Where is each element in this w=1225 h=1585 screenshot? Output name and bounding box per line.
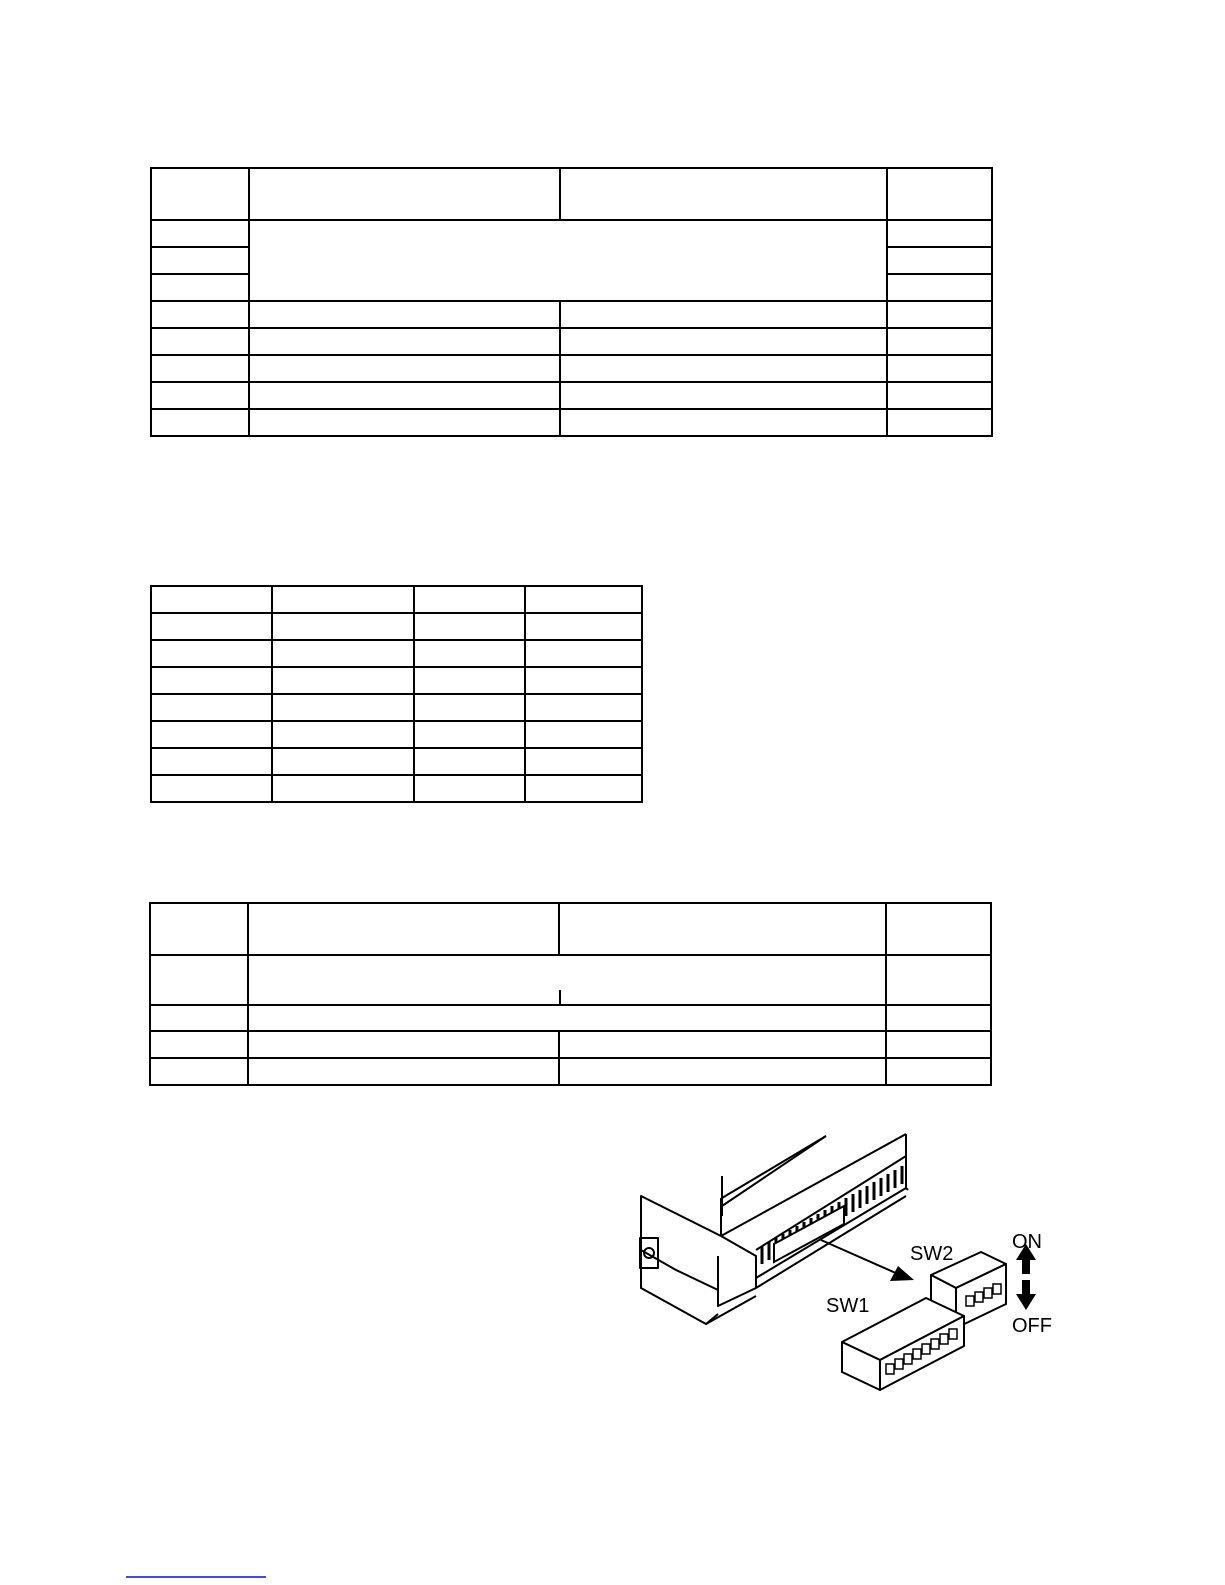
table-row <box>151 613 642 640</box>
footer-rule <box>126 1576 266 1578</box>
table-cell <box>525 748 642 775</box>
table-cell <box>414 613 525 640</box>
table-cell <box>151 382 249 409</box>
table-cell <box>272 667 414 694</box>
table-row <box>151 640 642 667</box>
table-row <box>151 748 642 775</box>
table-cell <box>248 1058 559 1085</box>
switch-table-3 <box>149 902 992 1086</box>
table-cell <box>272 640 414 667</box>
table-cell <box>887 247 992 274</box>
table-cell <box>249 168 560 220</box>
dip-switch-diagram <box>626 1128 1066 1394</box>
table-cell <box>151 168 249 220</box>
table-cell <box>887 382 992 409</box>
table-cell <box>249 328 560 355</box>
pointer-arrow-head <box>890 1266 914 1281</box>
table-row <box>151 409 992 436</box>
table-cell <box>249 382 560 409</box>
table-cell <box>887 220 992 247</box>
table-header-row <box>150 903 991 955</box>
table-cell <box>151 667 272 694</box>
table-cell <box>150 955 248 1005</box>
table-cell <box>249 409 560 436</box>
table-cell <box>886 1058 991 1085</box>
table-cell <box>248 903 559 955</box>
table-row <box>151 721 642 748</box>
table-cell <box>151 409 249 436</box>
table-cell <box>886 1005 991 1031</box>
switch-table-2 <box>150 585 643 803</box>
table-cell <box>559 903 886 955</box>
table-cell <box>887 274 992 301</box>
table-cell <box>560 301 887 328</box>
table-cell <box>886 1031 991 1058</box>
table-row <box>151 355 992 382</box>
switch-table-1 <box>150 167 993 437</box>
table-cell <box>151 640 272 667</box>
table-cell <box>150 1031 248 1058</box>
table-cell <box>151 748 272 775</box>
table-cell <box>151 613 272 640</box>
table-cell <box>560 168 887 220</box>
table-row <box>151 382 992 409</box>
sw2-label: SW2 <box>910 1243 954 1265</box>
table-cell <box>887 409 992 436</box>
table-cell <box>559 1031 886 1058</box>
table-cell <box>151 775 272 802</box>
on-label: ON <box>1012 1231 1042 1253</box>
table-cell <box>414 775 525 802</box>
table-cell <box>525 613 642 640</box>
table-cell <box>559 1058 886 1085</box>
table-cell <box>560 382 887 409</box>
table-cell <box>249 301 560 328</box>
table-cell <box>249 355 560 382</box>
table-cell <box>272 613 414 640</box>
table-cell <box>886 955 991 1005</box>
table-cell <box>151 301 249 328</box>
table-cell <box>525 640 642 667</box>
table-cell <box>151 274 249 301</box>
table-cell <box>525 586 642 613</box>
cell-divider-stub <box>559 990 561 1004</box>
table-cell <box>887 168 992 220</box>
table-merged-cell <box>248 955 886 1005</box>
table-cell <box>151 586 272 613</box>
table-row <box>151 667 642 694</box>
table-cell <box>272 748 414 775</box>
table-cell <box>272 694 414 721</box>
table-row <box>150 1005 991 1031</box>
table-cell <box>151 220 249 247</box>
table-cell <box>525 721 642 748</box>
table-row <box>150 1031 991 1058</box>
table-cell <box>248 1031 559 1058</box>
table-row <box>151 301 992 328</box>
table-cell <box>151 328 249 355</box>
table-cell <box>151 355 249 382</box>
off-arrow-icon <box>1016 1280 1036 1310</box>
table-cell <box>525 694 642 721</box>
table-row <box>151 775 642 802</box>
table-row <box>150 955 991 1005</box>
table-cell <box>151 247 249 274</box>
table-cell <box>414 667 525 694</box>
table-cell <box>151 694 272 721</box>
table-cell <box>414 640 525 667</box>
pointer-arrow-line <box>821 1240 898 1274</box>
table-cell <box>887 328 992 355</box>
table-cell <box>560 328 887 355</box>
table-row <box>150 1058 991 1085</box>
table-row <box>151 328 992 355</box>
table-cell <box>414 586 525 613</box>
table-cell <box>150 1058 248 1085</box>
table-merged-cell <box>248 1005 886 1031</box>
table-cell <box>414 748 525 775</box>
table-header-row <box>151 168 992 220</box>
table-cell <box>560 355 887 382</box>
table-cell <box>272 721 414 748</box>
table-row <box>151 694 642 721</box>
table-cell <box>525 667 642 694</box>
table-cell <box>272 586 414 613</box>
table-cell <box>150 903 248 955</box>
table-cell <box>886 903 991 955</box>
table-merged-cell <box>249 220 887 301</box>
table-cell <box>525 775 642 802</box>
table-cell <box>887 355 992 382</box>
off-label: OFF <box>1012 1315 1052 1337</box>
table-cell <box>414 721 525 748</box>
table-cell <box>887 301 992 328</box>
table-cell <box>414 694 525 721</box>
table-row <box>151 586 642 613</box>
table-cell <box>151 721 272 748</box>
table-row <box>151 220 992 247</box>
table-cell <box>272 775 414 802</box>
sw1-label: SW1 <box>826 1295 870 1317</box>
table-cell <box>560 409 887 436</box>
table-cell <box>150 1005 248 1031</box>
